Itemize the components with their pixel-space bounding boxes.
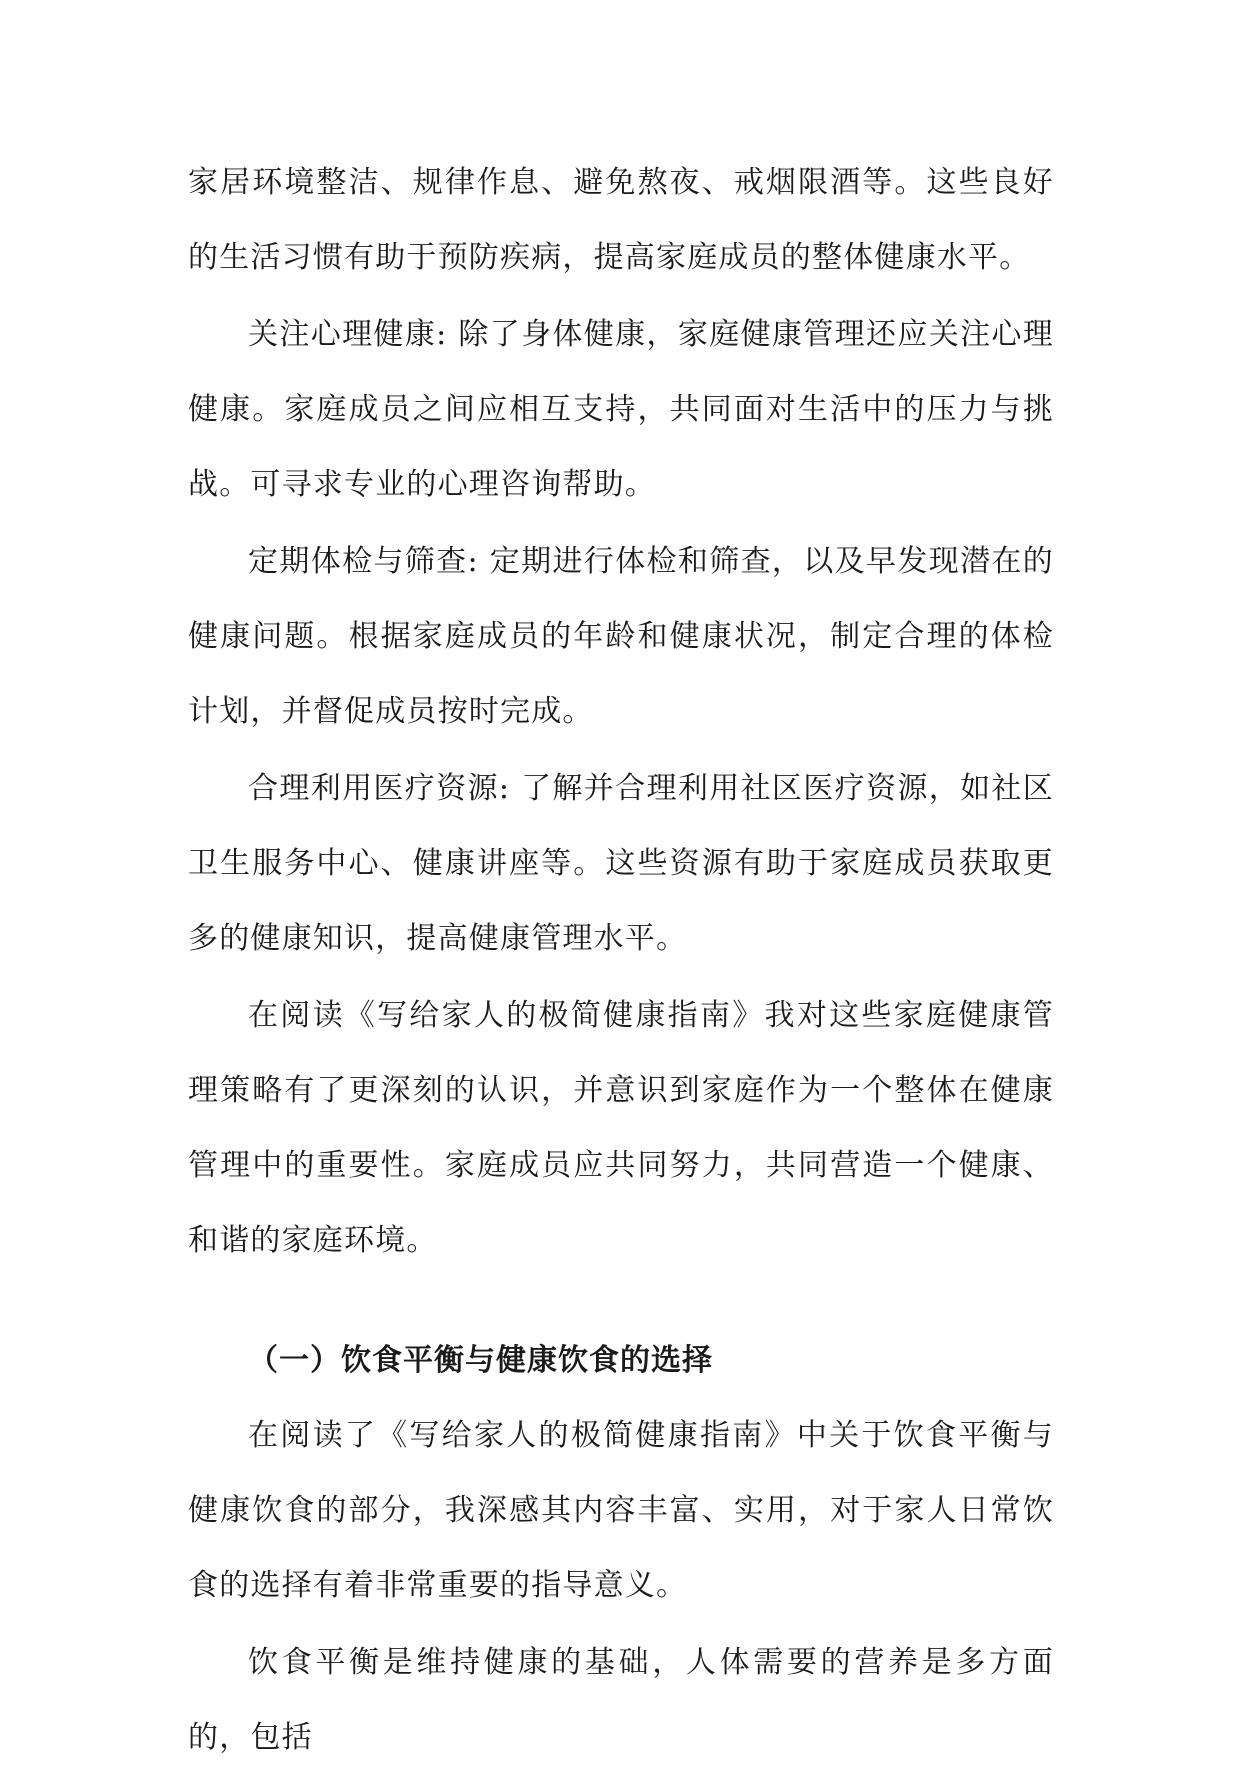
paragraph-diet-balance: 饮食平衡是维持健康的基础，人体需要的营养是多方面的，包括 bbox=[188, 1645, 1054, 1755]
paragraph-habits: 家居环境整洁、规律作息、避免熬夜、戒烟限酒等。这些良好的生活习惯有助于预防疾病，提高家庭成员的整体健康水平。 bbox=[188, 165, 1054, 275]
paragraph-reflection: 在阅读《写给家人的极简健康指南》我对这些家庭健康管理策略有了更深刻的认识，并意识到家庭作为一个整体在健康管理中的重要性。家庭成员应共同努力，共同营造一个健康、和谐的家庭环境。 bbox=[188, 998, 1054, 1258]
section-heading: （一）饮食平衡与健康饮食的选择 bbox=[248, 1343, 713, 1378]
paragraph-medical-resources: 合理利用医疗资源: 了解并合理利用社区医疗资源，如社区卫生服务中心、健康讲座等。这些资源有助于家庭成员获取更多的健康知识，提高健康管理水平。 bbox=[188, 771, 1054, 956]
document-page bbox=[188, 145, 1054, 1777]
paragraph-checkups: 定期体检与筛查: 定期进行体检和筛查，以及早发现潜在的健康问题。根据家庭成员的年龄和健康状况，制定合理的体检计划，并督促成员按时完成。 bbox=[188, 544, 1054, 729]
paragraph-mental-health: 关注心理健康: 除了身体健康，家庭健康管理还应关注心理健康。家庭成员之间应相互支持，共同面对生活中的压力与挑战。可寻求专业的心理咨询帮助。 bbox=[188, 317, 1054, 502]
paragraph-diet-intro: 在阅读了《写给家人的极简健康指南》中关于饮食平衡与健康饮食的部分，我深感其内容丰富、实用，对于家人日常饮食的选择有着非常重要的指导意义。 bbox=[188, 1418, 1054, 1603]
